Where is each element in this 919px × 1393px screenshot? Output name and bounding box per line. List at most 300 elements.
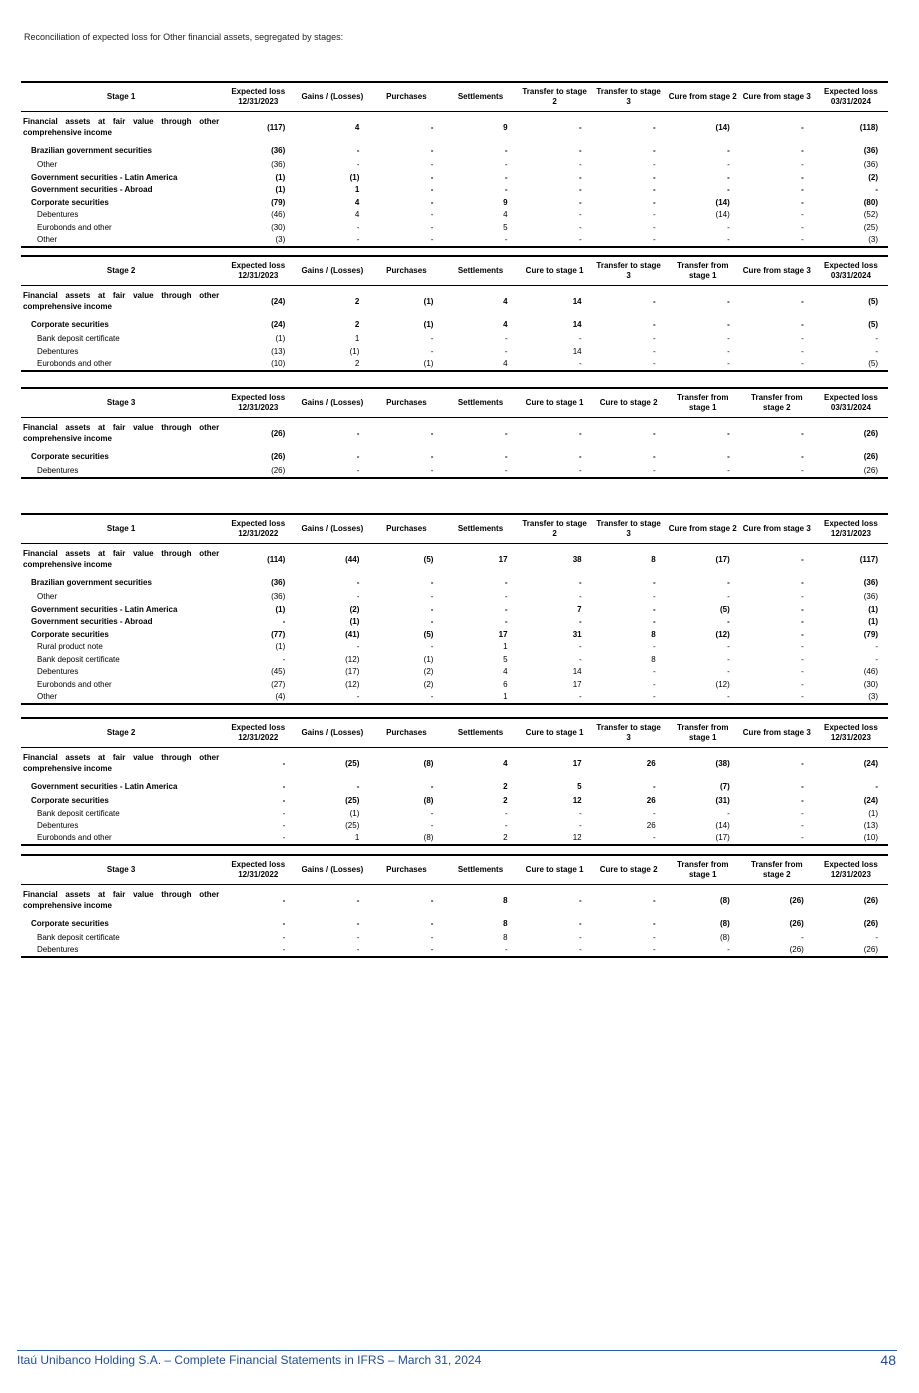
cell-value: (5) <box>423 554 434 564</box>
cell-value: - <box>430 782 434 792</box>
category-row <box>21 318 888 334</box>
cell-value: 4 <box>354 197 360 207</box>
cell-value: - <box>801 428 804 438</box>
cell-value: (36) <box>271 160 286 170</box>
cell-value: - <box>801 679 804 689</box>
cell-value: - <box>740 358 814 371</box>
cell-value: - <box>801 667 804 677</box>
cell-value: 4 <box>503 667 508 677</box>
column-header: Settlements <box>443 855 517 885</box>
cell-value: (25) <box>345 821 360 831</box>
cell-value: (36) <box>863 160 878 170</box>
cell-value: - <box>578 160 582 170</box>
column-header: Transfer from stage 1 <box>666 388 740 418</box>
cell-value: - <box>504 578 508 588</box>
cell-value: 2 <box>503 796 508 806</box>
row-label: Corporate securities <box>31 919 109 929</box>
cell-value: (77) <box>271 629 286 639</box>
cell-value: (26) <box>863 895 878 905</box>
cell-value: - <box>653 578 656 588</box>
cell-value: - <box>282 895 286 905</box>
cell-value: - <box>592 465 666 478</box>
cell-value: (12) <box>345 654 360 664</box>
cell-value: 2 <box>354 320 360 330</box>
cell-value: 31 <box>572 629 582 639</box>
total-row <box>21 748 888 780</box>
cell-value: 9 <box>503 122 508 132</box>
stage-header: Stage 2 <box>21 718 221 748</box>
cell-value: - <box>356 428 360 438</box>
cell-value: - <box>653 210 656 220</box>
cell-value: - <box>282 796 286 806</box>
cell-value: - <box>727 222 730 232</box>
cell-value: - <box>727 617 730 627</box>
cell-value: 8 <box>503 895 508 905</box>
cell-value: - <box>504 808 508 818</box>
column-header: Cure to stage 1 <box>518 256 592 286</box>
cell-value: - <box>282 654 286 664</box>
cell-value: - <box>356 146 360 156</box>
cell-value: (46) <box>271 210 286 220</box>
cell-value: - <box>653 617 656 627</box>
detail-row <box>21 932 888 945</box>
cell-value: - <box>727 592 730 602</box>
header-row <box>21 718 888 748</box>
cell-value: - <box>430 122 434 132</box>
cell-value: 17 <box>572 679 582 689</box>
detail-row <box>21 465 888 478</box>
recon-table-stage3-2024 <box>21 387 888 479</box>
cell-value: (3) <box>221 234 295 247</box>
cell-value: - <box>801 796 804 806</box>
cell-value: - <box>282 919 286 929</box>
cell-value: - <box>740 465 814 478</box>
cell-value: - <box>801 758 804 768</box>
cell-value: - <box>356 222 360 232</box>
column-header: Transfer to stage 3 <box>592 82 666 112</box>
category-row <box>21 184 888 197</box>
total-row <box>21 418 888 450</box>
stage-header: Stage 1 <box>21 514 221 544</box>
row-label: Eurobonds and other <box>37 679 112 689</box>
column-header: Cure to stage 2 <box>592 388 666 418</box>
cell-value: - <box>653 452 656 462</box>
cell-value: - <box>430 185 434 195</box>
cell-value: - <box>578 146 582 156</box>
cell-value: - <box>801 122 804 132</box>
cell-value: - <box>801 222 804 232</box>
row-label: Corporate securities <box>31 452 109 462</box>
cell-value: - <box>578 654 582 664</box>
cell-value: - <box>801 604 804 614</box>
column-header: Settlements <box>443 718 517 748</box>
cell-value: (25) <box>345 758 360 768</box>
cell-value: 2 <box>503 782 508 792</box>
cell-value: (1) <box>868 808 878 818</box>
cell-value: - <box>727 185 730 195</box>
cell-value: 2 <box>443 833 517 846</box>
cell-value: - <box>801 160 804 170</box>
cell-value: - <box>430 222 434 232</box>
cell-value: (27) <box>271 679 286 689</box>
cell-value: (1) <box>275 172 286 182</box>
cell-value: - <box>430 346 434 356</box>
cell-value: (30) <box>271 222 286 232</box>
cell-value: 8 <box>651 554 656 564</box>
column-header: Transfer to stage 3 <box>592 718 666 748</box>
cell-value: (36) <box>271 146 286 156</box>
row-label: Government securities - Abroad <box>31 185 153 195</box>
cell-value: 17 <box>498 554 508 564</box>
cell-value: - <box>578 122 582 132</box>
cell-value: - <box>875 782 878 792</box>
cell-value: (45) <box>271 667 286 677</box>
cell-value: - <box>578 452 582 462</box>
cell-value: (2) <box>349 604 360 614</box>
cell-value: - <box>430 592 434 602</box>
column-header: Gains / (Losses) <box>295 388 369 418</box>
cell-value: - <box>727 296 730 306</box>
cell-value: (114) <box>267 554 286 564</box>
cell-value: 5 <box>503 654 508 664</box>
detail-row <box>21 209 888 222</box>
cell-value: 26 <box>646 821 656 831</box>
footer-divider <box>17 1350 897 1351</box>
cell-value: - <box>356 933 360 943</box>
cell-value: (2) <box>423 667 434 677</box>
cell-value: - <box>578 642 582 652</box>
cell-value: - <box>504 428 508 438</box>
cell-value: - <box>653 334 656 344</box>
category-row <box>21 616 888 629</box>
cell-value: - <box>653 122 656 132</box>
cell-value: (1) <box>423 320 434 330</box>
cell-value: (1) <box>349 346 360 356</box>
cell-value: - <box>356 919 360 929</box>
cell-value: 2 <box>295 358 369 371</box>
cell-value: (5) <box>814 358 888 371</box>
row-label: Financial assets at fair value through other comprehensive income <box>23 753 220 773</box>
stage-header: Stage 3 <box>21 388 221 418</box>
column-header: Cure from stage 2 <box>666 514 740 544</box>
stage-header: Stage 2 <box>21 256 221 286</box>
cell-value: (1) <box>275 642 286 652</box>
cell-value: (36) <box>863 592 878 602</box>
column-header: Expected loss 12/31/2023 <box>221 388 295 418</box>
row-label: Government securities - Latin America <box>31 604 178 614</box>
cell-value: - <box>221 945 295 958</box>
row-label: Debentures <box>37 667 79 677</box>
cell-value: (79) <box>271 197 286 207</box>
cell-value: - <box>578 334 582 344</box>
column-header: Transfer to stage 3 <box>592 514 666 544</box>
cell-value: - <box>653 592 656 602</box>
column-header: Purchases <box>369 855 443 885</box>
cell-value: - <box>801 654 804 664</box>
cell-value: - <box>578 578 582 588</box>
row-label: Debentures <box>37 821 79 831</box>
cell-value: 5 <box>577 782 582 792</box>
cell-value: - <box>875 642 878 652</box>
cell-value: - <box>801 578 804 588</box>
cell-value: - <box>518 234 592 247</box>
cell-value: (8) <box>423 758 434 768</box>
cell-value: - <box>295 691 369 704</box>
cell-value: - <box>430 452 434 462</box>
cell-value: (26) <box>814 465 888 478</box>
column-header: Cure from stage 2 <box>666 82 740 112</box>
row-label: Financial assets at fair value through other comprehensive income <box>23 291 220 311</box>
cell-value: - <box>801 629 804 639</box>
row-label: Brazilian government securities <box>31 578 152 588</box>
cell-value: (5) <box>423 629 434 639</box>
cell-value: - <box>356 160 360 170</box>
cell-value: - <box>504 821 508 831</box>
column-header: Settlements <box>443 82 517 112</box>
column-header: Transfer to stage 3 <box>592 256 666 286</box>
cell-value: (36) <box>271 592 286 602</box>
total-row <box>21 286 888 318</box>
cell-value: (1) <box>275 604 286 614</box>
cell-value: - <box>727 428 730 438</box>
cell-value: - <box>578 592 582 602</box>
cell-value: 9 <box>503 197 508 207</box>
cell-value: - <box>430 210 434 220</box>
cell-value: (17) <box>666 833 740 846</box>
cell-value: - <box>801 210 804 220</box>
cell-value: (1) <box>868 617 878 627</box>
column-header: Gains / (Losses) <box>295 514 369 544</box>
column-header: Gains / (Losses) <box>295 718 369 748</box>
cell-value: 1 <box>443 691 517 704</box>
detail-row <box>21 222 888 235</box>
cell-value: (26) <box>863 428 878 438</box>
column-header: Expected loss 12/31/2022 <box>221 514 295 544</box>
cell-value: - <box>740 833 814 846</box>
column-header: Settlements <box>443 256 517 286</box>
cell-value: - <box>356 782 360 792</box>
detail-row <box>21 691 888 704</box>
cell-value: - <box>369 234 443 247</box>
cell-value: - <box>727 334 730 344</box>
column-header: Purchases <box>369 718 443 748</box>
column-header: Gains / (Losses) <box>295 256 369 286</box>
row-label: Corporate securities <box>31 197 109 207</box>
category-row <box>21 780 888 796</box>
cell-value: - <box>740 691 814 704</box>
cell-value: 17 <box>498 629 508 639</box>
column-header: Settlements <box>443 388 517 418</box>
column-header: Cure from stage 3 <box>740 514 814 544</box>
detail-row <box>21 346 888 359</box>
cell-value: (14) <box>715 210 730 220</box>
row-label: Eurobonds and other <box>21 833 221 846</box>
column-header: Cure to stage 1 <box>518 855 592 885</box>
cell-value: - <box>653 160 656 170</box>
cell-value: - <box>504 617 508 627</box>
cell-value: - <box>801 452 804 462</box>
detail-row <box>21 945 888 958</box>
cell-value: (5) <box>868 296 878 306</box>
cell-value: (17) <box>345 667 360 677</box>
cell-value: - <box>801 185 804 195</box>
cell-value: - <box>578 895 582 905</box>
cell-value: 4 <box>503 210 508 220</box>
cell-value: (5) <box>868 320 878 330</box>
cell-value: (8) <box>369 833 443 846</box>
column-header: Expected loss 03/31/2024 <box>814 82 888 112</box>
row-label: Rural product note <box>37 642 103 652</box>
column-header: Expected loss 12/31/2023 <box>814 514 888 544</box>
column-header: Settlements <box>443 514 517 544</box>
cell-value: (26) <box>271 452 286 462</box>
cell-value: - <box>653 895 656 905</box>
detail-row <box>21 820 888 833</box>
cell-value: 5 <box>503 222 508 232</box>
column-header: Expected loss 03/31/2024 <box>814 388 888 418</box>
cell-value: (26) <box>221 465 295 478</box>
detail-row <box>21 666 888 679</box>
row-label: Debentures <box>37 210 79 220</box>
column-header: Expected loss 12/31/2022 <box>221 718 295 748</box>
row-label: Government securities - Latin America <box>31 172 178 182</box>
cell-value: (24) <box>271 296 286 306</box>
cell-value: - <box>801 197 804 207</box>
cell-value: - <box>801 933 804 943</box>
cell-value: - <box>801 146 804 156</box>
cell-value: - <box>578 933 582 943</box>
cell-value: 4 <box>503 320 508 330</box>
cell-value: 1 <box>295 833 369 846</box>
cell-value: - <box>653 185 656 195</box>
row-label: Corporate securities <box>31 629 109 639</box>
category-row <box>21 172 888 185</box>
cell-value: (38) <box>715 758 730 768</box>
cell-value: - <box>504 452 508 462</box>
cell-value: - <box>727 452 730 462</box>
cell-value: 1 <box>503 642 508 652</box>
header-row <box>21 388 888 418</box>
column-header: Transfer to stage 2 <box>518 82 592 112</box>
row-label: Bank deposit certificate <box>37 334 120 344</box>
cell-value: - <box>801 334 804 344</box>
category-row <box>21 197 888 210</box>
cell-value: - <box>653 197 656 207</box>
row-label: Other <box>21 691 221 704</box>
cell-value: - <box>356 895 360 905</box>
row-label: Corporate securities <box>31 320 109 330</box>
header-row <box>21 514 888 544</box>
cell-value: - <box>443 234 517 247</box>
cell-value: - <box>504 172 508 182</box>
cell-value: (24) <box>863 796 878 806</box>
recon-table-stage2-2023 <box>21 717 888 846</box>
cell-value: - <box>801 346 804 356</box>
detail-row <box>21 654 888 667</box>
cell-value: (36) <box>863 578 878 588</box>
detail-row <box>21 808 888 821</box>
cell-value: (14) <box>715 821 730 831</box>
cell-value: - <box>221 833 295 846</box>
cell-value: 8 <box>651 654 656 664</box>
cell-value: - <box>356 592 360 602</box>
cell-value: - <box>727 146 730 156</box>
cell-value: (1) <box>423 654 434 664</box>
cell-value: - <box>801 782 804 792</box>
row-label: Government securities - Abroad <box>31 617 153 627</box>
cell-value: - <box>430 919 434 929</box>
cell-value: - <box>295 234 369 247</box>
column-header: Expected loss 03/31/2024 <box>814 256 888 286</box>
category-row <box>21 795 888 808</box>
cell-value: - <box>356 642 360 652</box>
column-header: Expected loss 12/31/2022 <box>221 855 295 885</box>
column-header: Expected loss 12/31/2023 <box>221 82 295 112</box>
cell-value: (8) <box>423 796 434 806</box>
cell-value: (1) <box>349 808 360 818</box>
column-header: Gains / (Losses) <box>295 82 369 112</box>
row-label: Government securities - Latin America <box>31 782 178 792</box>
row-label: Bank deposit certificate <box>37 654 120 664</box>
cell-value: (10) <box>814 833 888 846</box>
cell-value: (2) <box>868 172 878 182</box>
column-header: Cure from stage 3 <box>740 256 814 286</box>
cell-value: (79) <box>863 629 878 639</box>
cell-value: - <box>369 465 443 478</box>
cell-value: (7) <box>719 782 730 792</box>
cell-value: 38 <box>572 554 582 564</box>
cell-value: 26 <box>646 796 656 806</box>
total-row <box>21 544 888 576</box>
column-header: Expected loss 12/31/2023 <box>221 256 295 286</box>
column-header: Expected loss 12/31/2023 <box>814 855 888 885</box>
cell-value: - <box>295 465 369 478</box>
cell-value: - <box>875 334 878 344</box>
cell-value: 12 <box>572 796 582 806</box>
cell-value: (36) <box>271 578 286 588</box>
cell-value: - <box>592 833 666 846</box>
column-header: Transfer from stage 2 <box>740 855 814 885</box>
cell-value: - <box>282 808 286 818</box>
cell-value: - <box>430 334 434 344</box>
column-header: Transfer from stage 1 <box>666 855 740 885</box>
row-label: Other <box>21 234 221 247</box>
cell-value: (26) <box>814 945 888 958</box>
cell-value: - <box>727 346 730 356</box>
footer-text: Itaú Unibanco Holding S.A. – Complete Financial Statements in IFRS – March 31, 2024 <box>17 1353 482 1367</box>
detail-row <box>21 234 888 247</box>
cell-value: (1) <box>868 604 878 614</box>
cell-value: - <box>369 691 443 704</box>
cell-value: (1) <box>369 358 443 371</box>
cell-value: - <box>875 933 878 943</box>
cell-value: - <box>578 821 582 831</box>
cell-value: - <box>653 919 656 929</box>
cell-value: - <box>504 592 508 602</box>
cell-value: (118) <box>859 122 878 132</box>
cell-value: (3) <box>814 691 888 704</box>
cell-value: (26) <box>271 428 286 438</box>
cell-value: 14 <box>572 667 582 677</box>
cell-value: 4 <box>354 122 360 132</box>
cell-value: 8 <box>651 629 656 639</box>
header-row <box>21 855 888 885</box>
cell-value: (3) <box>814 234 888 247</box>
cell-value: - <box>801 808 804 818</box>
cell-value: (12) <box>345 679 360 689</box>
cell-value: (8) <box>719 895 730 905</box>
cell-value: (14) <box>715 197 730 207</box>
